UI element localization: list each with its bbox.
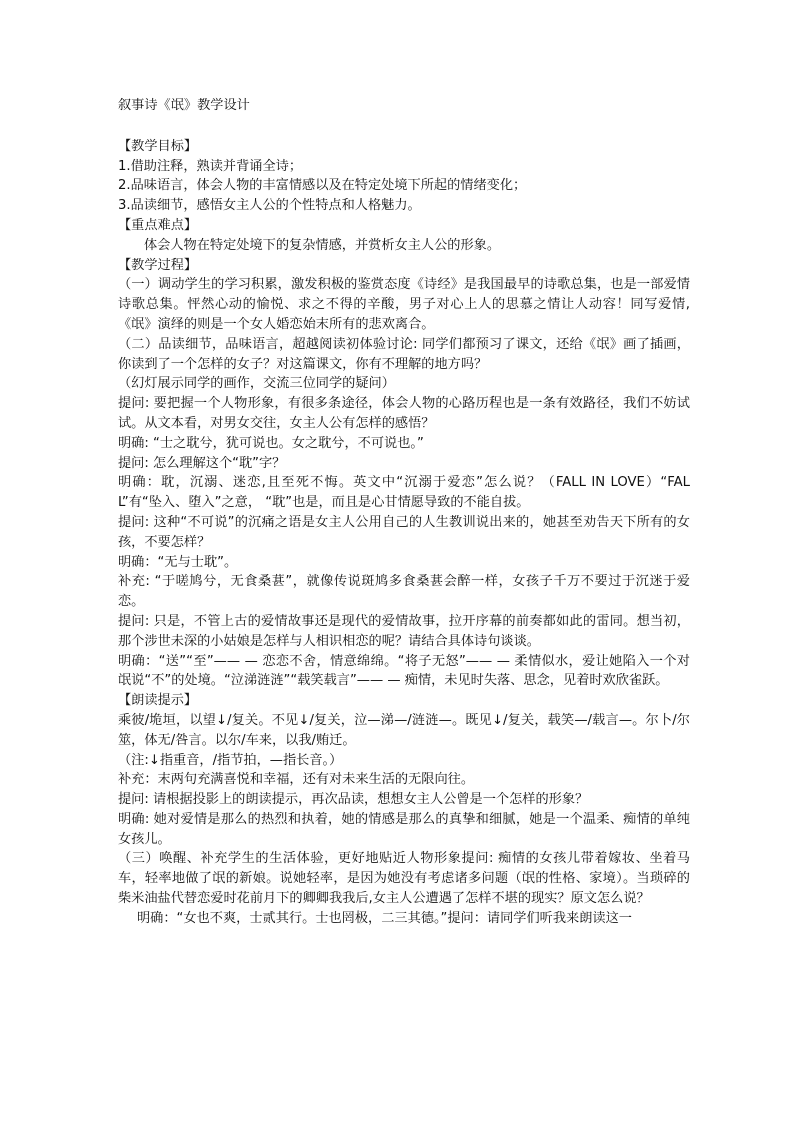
paragraph: 提问: 怎么理解这个“耽”字？ <box>118 455 286 471</box>
paragraph: （幻灯展示同学的画作，交流三位同学的疑问） <box>118 376 395 392</box>
section-heading: 【朗读提示】 <box>118 693 198 709</box>
section-heading: 【教学目标】 <box>118 138 198 154</box>
paragraph: 提问: 这种“不可说”的沉痛之语是女主人公用自己的人生教训说出来的，她甚至劝告天下所有的女孩，不要怎样？ <box>118 514 690 550</box>
paragraph: 提问: 只是，不管上古的爱情故事还是现代的爱情故事，拉开序幕的前奏都如此的雷同。想当初，那个涉世未深的小姑娘是怎样与人相识相恋的呢？请结合具体诗句谈谈。 <box>118 613 690 649</box>
document-page <box>118 96 690 929</box>
paragraph: 2.品味语言，体会人物的丰富情感以及在特定处境下所起的情绪变化； <box>118 178 527 194</box>
paragraph: 明确：“无与士耽”。 <box>118 554 238 570</box>
section-heading: 【重点难点】 <box>118 217 198 233</box>
document-title: 叙事诗《氓》教学设计 <box>118 98 250 113</box>
paragraph: 明确：耽，沉溺、迷恋,且至死不悔。英文中“沉溺于爱恋”怎么说？（FALL IN LOVE）“FALL”有“坠入、堕入”之意， “耽”也是，而且是心甘情愿导致的不能自拔。 <box>118 475 690 511</box>
paragraph: 1.借助注释，熟读并背诵全诗； <box>118 158 303 174</box>
paragraph: 补充: “于嗟鸠兮，无食桑葚”，就像传说斑鸠多食桑葚会醉一样，女孩子千万不要过于沉迷于爱恋。 <box>118 574 690 610</box>
paragraph: 乘彼/垝垣，以望↓/复关。不见↓/复关，泣—涕—/涟涟—。既见↓/复关，载笑—/载言—。尔卜/尔筮，体无/咎言。以尔/车来，以我/贿迁。 <box>118 712 690 748</box>
paragraph: 明确: 她对爱情是那么的热烈和执着，她的情感是那么的真挚和细腻，她是一个温柔、痴情的单纯女孩儿。 <box>118 811 690 847</box>
paragraph: （二）品读细节，品味语言，超越阅读初体验讨论: 同学们都预习了课文，还给《氓》画了插画，你读到了一个怎样的女子？对这篇课文，你有不理解的地方吗？ <box>118 336 690 372</box>
paragraph: 提问: 要把握一个人物形象，有很多条途径，体会人物的心路历程也是一条有效路径，我们不妨试试。从文本看，对男女交往，女主人公有怎样的感悟？ <box>118 396 690 431</box>
document-body <box>118 137 690 929</box>
section-heading: 【教学过程】 <box>118 257 198 273</box>
paragraph: 体会人物在特定处境下的复杂情感，并赏析女主人公的形象。 <box>144 237 501 253</box>
paragraph: 明确：“女也不爽，士贰其行。士也罔极，二三其德。”提问：请同学们听我来朗读这一 <box>137 910 632 926</box>
paragraph: （注:↓指重音，/指节拍，—指长音。） <box>118 752 343 768</box>
paragraph: 提问: 请根据投影上的朗读提示，再次品读，想想女主人公曾是一个怎样的形象？ <box>118 792 589 808</box>
paragraph: （三）唤醒、补充学生的生活体验，更好地贴近人物形象提问: 痴情的女孩儿带着嫁妆、坐着马车，轻率地做了氓的新娘。说她轻率，是因为她没有考虑诸多问题（氓的性格、家境）。当琐碎的柴米油盐代替恋爱时花前月下的卿卿我我后,女主人公遭遇了怎样不堪的现实？原文怎么说？ <box>118 851 690 907</box>
paragraph: 3.品读细节，感悟女主人公的个性特点和人格魅力。 <box>118 198 421 214</box>
paragraph: 明确: “士之耽兮，犹可说也。女之耽兮，不可说也。” <box>118 435 424 451</box>
paragraph: （一）调动学生的学习积累，激发积极的鉴赏态度《诗经》是我国最早的诗歌总集，也是一部爱情诗歌总集。怦然心动的愉悦、求之不得的辛酸，男子对心上人的思慕之情让人动容！同写爱情,《氓》演绎的则是一个女人婚恋始末所有的悲欢离合。 <box>118 277 690 332</box>
paragraph: 明确：“送”“至”—— — 恋恋不舍，情意绵绵。“将子无怒”—— — 柔情似水，爱让她陷入一个对氓说“不”的处境。“泣涕涟涟”“载笑载言”—— — 痴情，未见时失落、思念，见着时欢欣雀跃。 <box>118 653 690 689</box>
paragraph: 补充：末两句充满喜悦和幸福，还有对未来生活的无限向往。 <box>118 772 475 788</box>
